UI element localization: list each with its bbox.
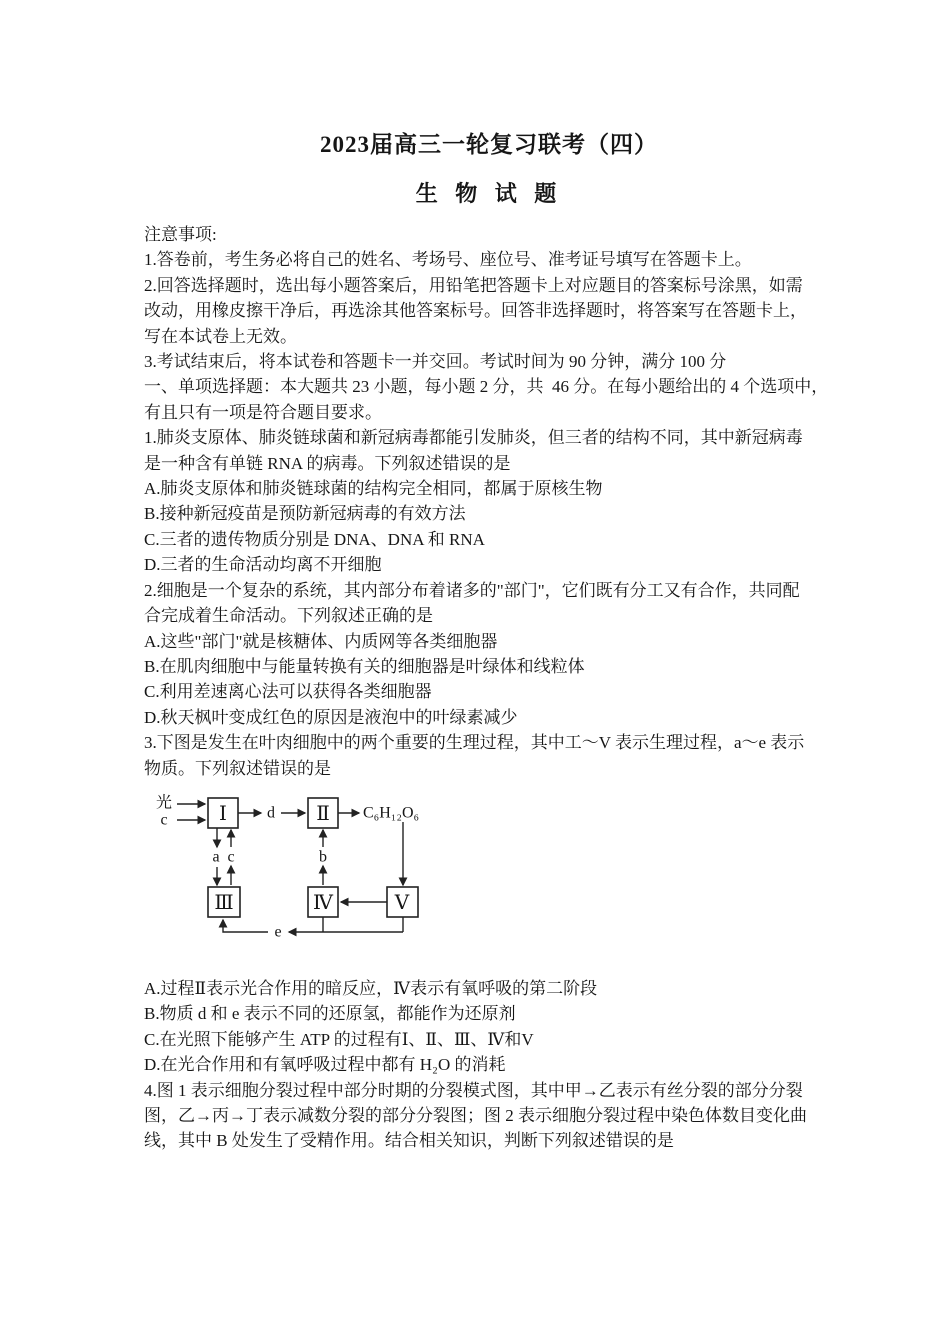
text-line: 是一种含有单链 RNA 的病毒。下列叙述错误的是 [144,453,511,473]
text-line: C.利用差速离心法可以获得各类细胞器 [144,682,432,702]
text-line: 改动，用橡皮擦干净后，再选涂其他答案标号。回答非选择题时，将答案写在答题卡上， [144,301,807,321]
text-line: 3.下图是发生在叶肉细胞中的两个重要的生理过程，其中工～V 表示生理过程，a～e 表示 [144,733,805,753]
text-line: C.三者的遗传物质分别是 DNA、DNA 和 RNA [144,529,485,549]
diagram-arrows [177,804,403,932]
text-line: 2.回答选择题时，选出每小题答案后，用铅笔把答题卡上对应题目的答案标号涂黑，如需 [144,275,803,295]
exam-body [144,222,834,1154]
glucose-formula: C₆H₁₂O₆ [363,804,420,822]
process-box-III: Ⅲ [214,891,234,914]
question-2-block [144,578,834,730]
physiology-process-diagram [150,788,450,953]
text-line: C.在光照下能够产生 ATP 的过程有Ⅰ、Ⅱ、Ⅲ、Ⅳ和V [144,1029,534,1049]
text-line: 写在本试卷上无效。 [144,326,297,346]
label-light: 光 [155,794,173,812]
text-line: A.这些"部门"就是核糖体、内质网等各类细胞器 [144,631,498,651]
text-line: A.肺炎支原体和肺炎链球菌的结构完全相同，都属于原核生物 [144,479,603,499]
notice-block [144,247,834,374]
page-content [144,130,834,1154]
substance-b: b [319,848,327,866]
question-1-block [144,425,834,577]
text-line: 3.考试结束后，将本试卷和答题卡一并交回。考试时间为 90 分钟，满分 100 分 [144,352,727,372]
notice-heading: 注意事项: [144,225,217,244]
text-line: 1.肺炎支原体、肺炎链球菌和新冠病毒都能引发肺炎，但三者的结构不同，其中新冠病毒 [144,428,803,448]
text-line: 1.答卷前，考生务必将自己的姓名、考场号、座位号、准考证号填写在答题卡上。 [144,250,752,270]
text-line: 物质。下列叙述错误的是 [144,758,331,778]
substance-d: d [267,804,275,822]
text-line: B.在肌肉细胞中与能量转换有关的细胞器是叶绿体和线粒体 [144,656,585,676]
text-line: 线，其中 B 处发生了受精作用。结合相关知识，判断下列叙述错误的是 [144,1131,674,1151]
substance-e: e [274,923,282,941]
substance-a: a [212,848,220,866]
exam-title: 2023届高三一轮复习联考（四） [320,132,658,157]
text-line: A.过程Ⅱ表示光合作用的暗反应，Ⅳ表示有氧呼吸的第二阶段 [144,978,598,998]
question-3-figure [150,788,450,953]
question-3-stem-block [144,730,834,781]
text-line: D.在光合作用和有氧呼吸过程中都有 H₂O 的消耗 [144,1055,506,1075]
exam-subject-title: 生 物 试 题 [415,181,563,206]
text-line: D.秋天枫叶变成红色的原因是液泡中的叶绿素减少 [144,707,518,727]
text-line: B.接种新冠疫苗是预防新冠病毒的有效方法 [144,504,466,524]
process-box-I: Ⅰ [219,802,227,825]
substance-c: c [227,848,235,866]
section-heading-block [144,374,834,425]
question-3-options-block [144,976,834,1078]
text-line: 合完成着生命活动。下列叙述正确的是 [144,606,433,626]
process-box-IV: Ⅳ [313,891,333,914]
text-line: 有且只有一项是符合题目要求。 [144,402,382,422]
text-line: 2.细胞是一个复杂的系统，其内部分布着诸多的"部门"，它们既有分工又有合作，共同配 [144,580,800,600]
label-input-c: c [160,811,168,829]
text-line: 图，乙→丙→丁表示减数分裂的部分分裂图；图 2 表示细胞分裂过程中染色体数目变化曲 [144,1105,807,1125]
question-4-block [144,1078,834,1154]
text-line: D.三者的生命活动均离不开细胞 [144,555,382,575]
text-line: B.物质 d 和 e 表示不同的还原氢，都能作为还原剂 [144,1004,516,1024]
process-box-II: Ⅱ [316,802,330,825]
process-box-V: Ⅴ [394,891,410,914]
text-line: 一、单项选择题：本大题共 23 小题，每小题 2 分，共 46 分。在每小题给出的 4 个选项中， [144,377,829,397]
text-line: 4.图 1 表示细胞分裂过程中部分时期的分裂模式图，其中甲→乙表示有丝分裂的部分分裂 [144,1080,803,1100]
